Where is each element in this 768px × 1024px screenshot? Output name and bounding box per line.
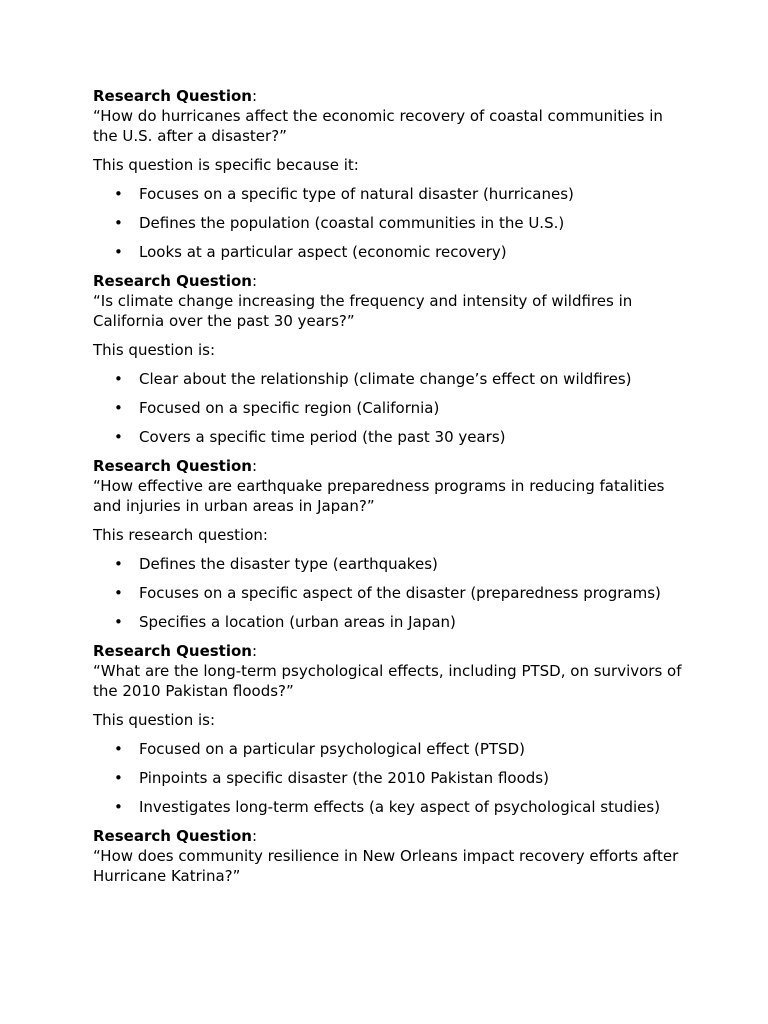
research-section-1 [93,86,683,262]
list-item-text: Clear about the relationship (climate change’s effect on wildfires) [139,370,632,388]
research-question-label: Research Question [93,272,252,290]
research-question-label: Research Question [93,827,252,845]
research-question-label: Research Question [93,642,252,660]
list-item-text: Specifies a location (urban areas in Japan) [139,613,456,631]
research-question-label: Research Question [93,87,252,105]
research-section-5 [93,826,683,886]
list-item [93,369,683,389]
colon: : [251,272,258,290]
research-question-text: “How does community resilience in New Orleans impact recovery efforts after Hurricane Katrina?” [93,847,679,885]
list-item-text: Focused on a specific region (California) [139,399,440,417]
list-item [93,213,683,233]
list-item [93,184,683,204]
bullet-icon: • [114,214,123,232]
list-item-text: Pinpoints a specific disaster (the 2010 Pakistan floods) [139,769,549,787]
research-question-heading [93,271,683,291]
research-question-text: “How do hurricanes affect the economic recovery of coastal communities in the U.S. after a disaster?” [93,107,663,145]
bullet-list [93,554,683,632]
bullet-icon: • [114,370,123,388]
research-section-2 [93,271,683,447]
research-question-label: Research Question [93,457,252,475]
list-item-text: Covers a specific time period (the past 30 years) [139,428,506,446]
bullet-icon: • [114,740,123,758]
list-item [93,797,683,817]
research-question-heading [93,641,683,661]
colon: : [251,827,258,845]
bullet-icon: • [114,399,123,417]
research-question-heading [93,86,683,106]
list-item-text: Focuses on a specific type of natural disaster (hurricanes) [139,185,574,203]
list-item-text: Investigates long-term effects (a key aspect of psychological studies) [139,798,661,816]
bullet-icon: • [114,185,123,203]
list-item [93,554,683,574]
colon: : [251,457,258,475]
list-item-text: Focuses on a specific aspect of the disaster (preparedness programs) [139,584,661,602]
bullet-icon: • [114,798,123,816]
list-item [93,427,683,447]
colon: : [251,642,258,660]
bullet-list [93,184,683,262]
research-question-heading [93,456,683,476]
list-item-text: Focused on a particular psychological effect (PTSD) [139,740,525,758]
section-intro: This question is specific because it: [93,156,359,174]
bullet-icon: • [114,584,123,602]
research-question-text: “What are the long-term psychological effects, including PTSD, on survivors of the 2010 Pakistan floods?” [93,662,682,700]
research-section-3 [93,456,683,632]
list-item-text: Defines the disaster type (earthquakes) [139,555,438,573]
section-intro: This question is: [93,711,216,729]
research-question-text: “How effective are earthquake preparedness programs in reducing fatalities and injuries in urban areas in Japan?” [93,477,665,515]
bullet-list [93,739,683,817]
document-page [93,86,683,886]
section-intro: This question is: [93,341,216,359]
list-item [93,583,683,603]
research-question-heading [93,826,683,846]
bullet-icon: • [114,428,123,446]
list-item [93,739,683,759]
research-question-text: “Is climate change increasing the frequency and intensity of wildfires in California over the past 30 years?” [93,292,633,330]
section-intro: This research question: [93,526,268,544]
list-item [93,242,683,262]
colon: : [251,87,258,105]
list-item-text: Defines the population (coastal communities in the U.S.) [139,214,565,232]
research-section-4 [93,641,683,817]
list-item [93,612,683,632]
bullet-icon: • [114,613,123,631]
bullet-list [93,369,683,447]
bullet-icon: • [114,769,123,787]
list-item-text: Looks at a particular aspect (economic recovery) [139,243,507,261]
bullet-icon: • [114,243,123,261]
list-item [93,398,683,418]
bullet-icon: • [114,555,123,573]
list-item [93,768,683,788]
